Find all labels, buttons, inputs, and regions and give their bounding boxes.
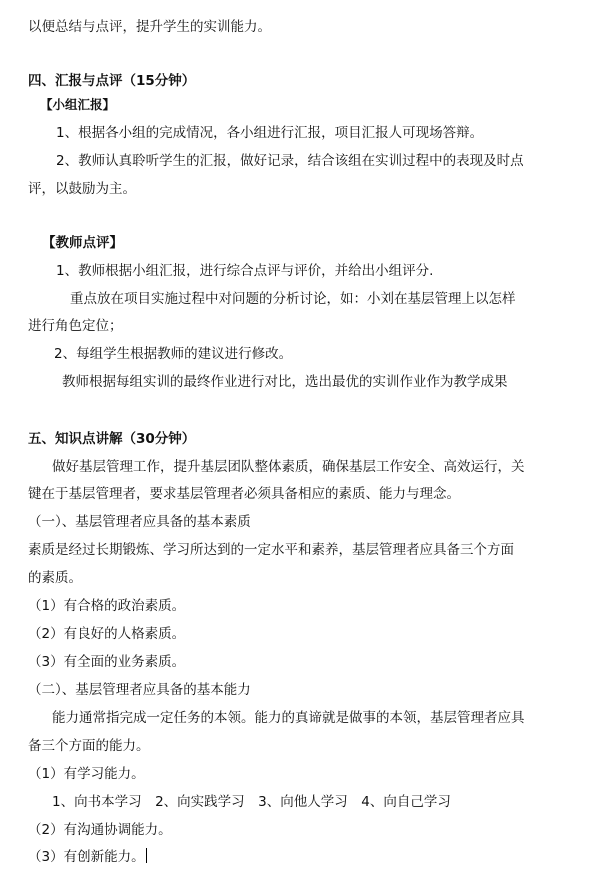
paragraph-line: 键在于基层管理者，要求基层管理者必须具备相应的素质、能力与理念。: [28, 486, 460, 502]
subsection-heading: 【小组汇报】: [40, 97, 116, 112]
list-item: （1）有合格的政治素质。: [28, 598, 186, 614]
text-cursor: [146, 848, 147, 863]
paragraph-line: 2、每组学生根据教师的建议进行修改。: [54, 346, 293, 362]
paragraph-line: 1、教师根据小组汇报，进行综合点评与评价，并给出小组评分.: [56, 263, 434, 279]
paragraph-line: 备三个方面的能力。: [28, 738, 150, 754]
list-item: 1、向书本学习 2、向实践学习 3、向他人学习 4、向自己学习: [52, 794, 451, 810]
paragraph-line: 以便总结与点评，提升学生的实训能力。: [28, 19, 271, 35]
paragraph-line: 评，以鼓励为主。: [28, 181, 136, 197]
paragraph-line: 重点放在项目实施过程中对问题的分析讨论，如：小刘在基层管理上以怎样: [70, 291, 516, 307]
paragraph-line: 素质是经过长期锻炼、学习所达到的一定水平和素养，基层管理者应具备三个方面: [28, 542, 514, 558]
section-heading: 四、汇报与点评（15分钟）: [28, 73, 196, 89]
subsection-heading: 【教师点评】: [42, 235, 123, 251]
list-item: （3）有全面的业务素质。: [28, 654, 186, 670]
subsection-heading: （二）、基层管理者应具备的基本能力: [28, 682, 251, 698]
paragraph-line: 1、根据各小组的完成情况，各小组进行汇报，项目汇报人可现场答辩。: [56, 125, 484, 141]
paragraph-line: 的素质。: [28, 570, 82, 586]
paragraph-line: 教师根据每组实训的最终作业进行对比，选出最优的实训作业作为教学成果: [62, 374, 508, 390]
list-item[interactable]: [28, 848, 147, 866]
paragraph-line: 2、教师认真聆听学生的汇报，做好记录，结合该组在实训过程中的表现及时点: [56, 153, 524, 169]
subsection-heading: （一）、基层管理者应具备的基本素质: [28, 514, 251, 530]
paragraph-line: 做好基层管理工作，提升基层团队整体素质，确保基层工作安全、高效运行，关: [52, 459, 525, 475]
list-item: （2）有沟通协调能力。: [28, 822, 172, 838]
paragraph-line: 能力通常指完成一定任务的本领。能力的真谛就是做事的本领，基层管理者应具: [52, 710, 525, 726]
list-item-text: （3）有创新能力。: [28, 849, 145, 865]
list-item: （2）有良好的人格素质。: [28, 626, 186, 642]
list-item: （1）有学习能力。: [28, 766, 145, 782]
paragraph-line: 进行角色定位；: [28, 318, 123, 334]
section-heading: 五、知识点讲解（30分钟）: [28, 431, 196, 447]
